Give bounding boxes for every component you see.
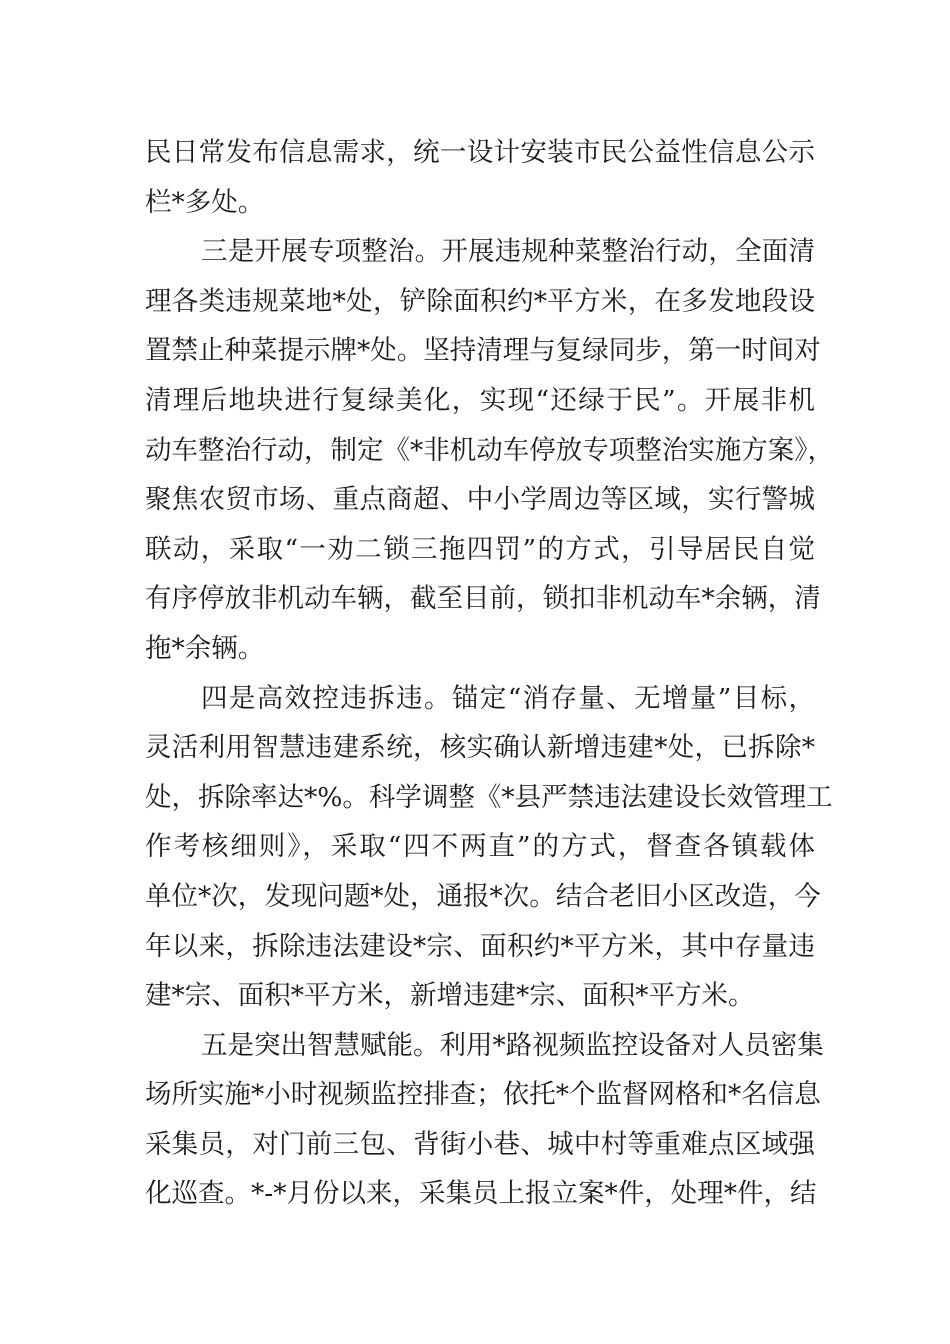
- text-line: 动车整治行动，制定《*非机动车停放专项整治实施方案》，: [145, 434, 834, 466]
- text-line: 五是突出智慧赋能。利用*路视频监控设备对人员密集: [201, 1029, 824, 1061]
- text-line: 联动，采取“一劝二锁三拖四罚”的方式，引导居民自觉: [145, 533, 815, 565]
- paragraph-continuation: [145, 128, 815, 227]
- text-line: 化巡查。*-*月份以来，采集员上报立案*件，处理*件，结: [145, 1178, 817, 1210]
- text-line: 民日常发布信息需求，统一设计安装市民公益性信息公示: [145, 137, 815, 168]
- text-line: 采集员，对门前三包、背街小巷、城中村等重难点区域强: [145, 1128, 815, 1160]
- text-line: 年以来，拆除违法建设*宗、面积约*平方米，其中存量违: [145, 930, 815, 962]
- text-line: 置禁止种菜提示牌*处。坚持清理与复绿同步，第一时间对: [145, 335, 821, 367]
- paragraph-special-rectification: [145, 227, 834, 673]
- text-line: 作考核细则》，采取“四不两直”的方式，督查各镇载体: [145, 831, 815, 863]
- text-line: 理各类违规菜地*处，铲除面积约*平方米，在多发地段设: [145, 285, 815, 317]
- text-line: 栏*多处。: [145, 186, 265, 218]
- paragraph-smart-empowerment: [145, 1021, 824, 1219]
- document-body: [145, 128, 834, 1219]
- text-line: 四是高效控违拆违。锚定“消存量、无增量”目标，: [201, 682, 815, 714]
- text-line: 场所实施*小时视频监控排查；依托*个监督网格和*名信息: [145, 1079, 821, 1111]
- paragraph-illegal-construction: [145, 674, 833, 1021]
- text-line: 单位*次，发现问题*处，通报*次。结合老旧小区改造，今: [145, 880, 821, 912]
- text-line: 清理后地块进行复绿美化，实现“还绿于民”。开展非机: [145, 384, 815, 416]
- text-line: 处，拆除率达*%。科学调整《*县严禁违法建设长效管理工: [145, 781, 833, 813]
- text-line: 拖*余辆。: [145, 632, 265, 664]
- text-line: 灵活利用智慧违建系统，核实确认新增违建*处，已拆除*: [145, 732, 815, 764]
- text-line: 聚焦农贸市场、重点商超、中小学周边等区域，实行警城: [145, 484, 815, 516]
- text-line: 建*宗、面积*平方米，新增违建*宗、面积*平方米。: [145, 980, 755, 1012]
- text-line: 三是开展专项整治。开展违规种菜整治行动，全面清: [201, 236, 815, 268]
- text-line: 有序停放非机动车辆，截至目前，锁扣非机动车*余辆，清: [145, 583, 821, 615]
